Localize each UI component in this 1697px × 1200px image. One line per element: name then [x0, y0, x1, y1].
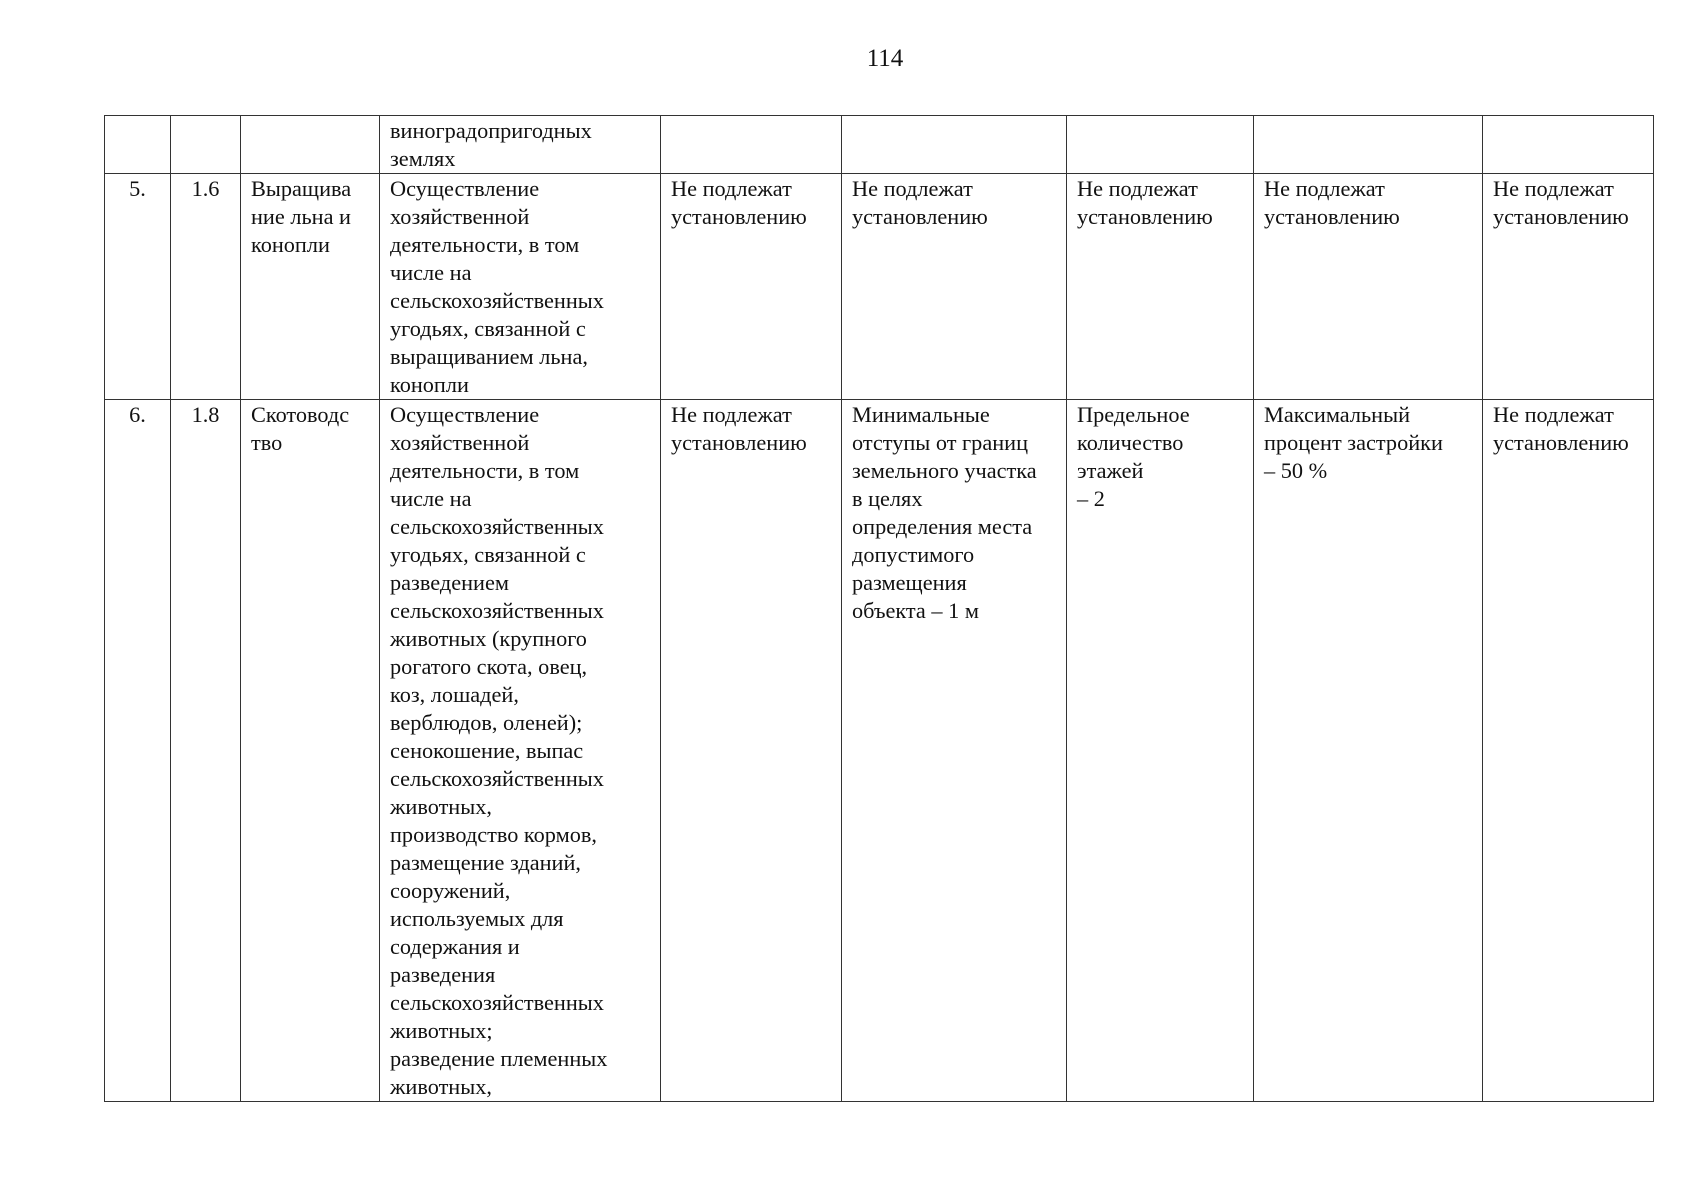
classifier-code-cell: 1.6 [171, 174, 241, 400]
param-cell-8 [1254, 116, 1483, 174]
use-type-name-cell [241, 116, 380, 174]
page-number: 114 [866, 45, 904, 72]
param-cell-9: Не подлежат установлению [1483, 400, 1654, 1102]
row-number-cell [105, 116, 171, 174]
table-row [105, 116, 1654, 174]
use-type-description-cell: Осуществление хозяйственной деятельности, в том числе на сельскохозяйственных угодьях, связанной с разведением сельскохозяйственных животных (крупного рогатого скота, овец, коз, лошадей, верблюдов, оленей); сенокошение, выпас сельскохозяйственных животных, производство кормов, размещение зданий, сооружений, используемых для содержания и разведения сельскохозяйственных животных; разведение племенных животных, [380, 400, 661, 1102]
param-cell-6 [842, 116, 1067, 174]
classifier-code-cell: 1.8 [171, 400, 241, 1102]
param-cell-9: Не подлежат установлению [1483, 174, 1654, 400]
use-type-name-cell: Выращива ние льна и конопли [241, 174, 380, 400]
use-type-name-cell: Скотоводс тво [241, 400, 380, 1102]
use-type-description-cell: Осуществление хозяйственной деятельности, в том числе на сельскохозяйственных угодьях, связанной с выращиванием льна, конопли [380, 174, 661, 400]
param-cell-6: Не подлежат установлению [842, 174, 1067, 400]
param-cell-7: Предельное количество этажей – 2 [1067, 400, 1254, 1102]
param-cell-6: Минимальные отступы от границ земельного участка в целях определения места допустимого размещения объекта – 1 м [842, 400, 1067, 1102]
param-cell-5: Не подлежат установлению [661, 400, 842, 1102]
row-number-cell: 6. [105, 400, 171, 1102]
table-row [105, 174, 1654, 400]
param-cell-8: Не подлежат установлению [1254, 174, 1483, 400]
param-cell-8: Максимальный процент застройки – 50 % [1254, 400, 1483, 1102]
land-use-table [104, 115, 1654, 1102]
param-cell-5 [661, 116, 842, 174]
classifier-code-cell [171, 116, 241, 174]
param-cell-7 [1067, 116, 1254, 174]
param-cell-7: Не подлежат установлению [1067, 174, 1254, 400]
use-type-description-cell: виноградопригодных землях [380, 116, 661, 174]
param-cell-9 [1483, 116, 1654, 174]
row-number-cell: 5. [105, 174, 171, 400]
table-row [105, 400, 1654, 1102]
param-cell-5: Не подлежат установлению [661, 174, 842, 400]
